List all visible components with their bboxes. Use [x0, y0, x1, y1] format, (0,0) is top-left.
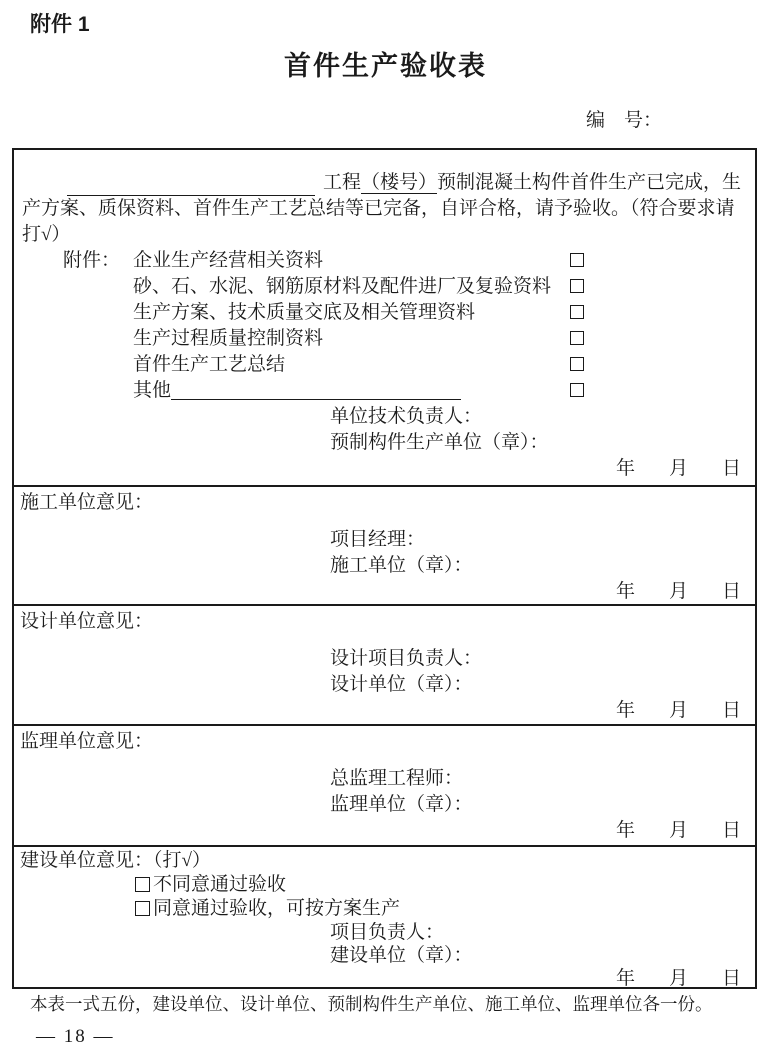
date-line [14, 967, 755, 987]
approve-checkbox[interactable] [135, 901, 150, 916]
owner-opinion-label: 建设单位意见：（打√） [20, 850, 211, 871]
design-leader-label: 设计项目负责人： [330, 648, 483, 669]
page-title: 首件生产验收表 [284, 51, 487, 81]
month-label: 月 [668, 820, 688, 841]
attachment-list [14, 248, 755, 404]
day-label: 日 [721, 458, 741, 479]
attachment-item-text: 生产过程质量控制资料 [133, 328, 324, 349]
day-label: 日 [721, 820, 741, 841]
producer-signature-block [330, 404, 755, 456]
project-manager-label: 项目经理： [330, 529, 426, 550]
chief-supervision-engineer-label: 总监理工程师： [330, 768, 464, 789]
section-construction-opinion [14, 485, 755, 604]
day-label: 日 [721, 968, 741, 987]
reject-checkbox[interactable] [135, 877, 150, 892]
attachment-item-text: 首件生产工艺总结 [133, 354, 286, 375]
owner-option-reject[interactable] [135, 873, 755, 897]
year-label: 年 [615, 458, 635, 479]
design-signature-block [330, 646, 755, 698]
date-line [14, 818, 755, 844]
declaration-line1-rest: 预制混凝土构件首件生产已完成，生 [437, 172, 742, 193]
owner-signature-block [330, 921, 755, 967]
attachment-row [14, 352, 755, 378]
section-producer-declaration [14, 150, 755, 485]
day-label: 日 [721, 700, 741, 721]
attachment-item-text: 企业生产经营相关资料 [133, 250, 324, 271]
attachment-item-text: 砂、石、水泥、钢筋原材料及配件进厂及复验资料 [133, 276, 552, 297]
section-owner-opinion [14, 845, 755, 987]
day-label: 日 [721, 581, 741, 602]
month-label: 月 [668, 458, 688, 479]
attachment-checkbox[interactable] [570, 305, 584, 319]
supervision-signature-block [330, 766, 755, 818]
attachment-row [14, 300, 755, 326]
construction-signature-block [330, 527, 755, 579]
attachment-item-text: 生产方案、技术质量交底及相关管理资料 [133, 302, 476, 323]
supervision-opinion-label: 监理单位意见： [20, 731, 154, 752]
project-label: 工程 [323, 172, 362, 193]
year-label: 年 [615, 700, 635, 721]
year-label: 年 [615, 968, 635, 987]
design-opinion-label: 设计单位意见： [20, 611, 154, 632]
date-line [14, 456, 755, 482]
year-label: 年 [615, 581, 635, 602]
form-table [12, 148, 757, 989]
section-supervision-opinion [14, 724, 755, 845]
declaration-line2: 产方案、质保资料、首件生产工艺总结等已完备，自评合格，请予验收。（符合要求请 [22, 198, 735, 219]
construction-opinion-label: 施工单位意见： [20, 492, 154, 513]
attachment-row [14, 378, 755, 404]
producer-unit-seal-label: 预制构件生产单位（章）： [330, 432, 549, 453]
design-unit-seal-label: 设计单位（章）： [330, 674, 473, 695]
attachment-note: 附件 1 [30, 13, 90, 36]
construction-unit-seal-label: 施工单位（章）： [330, 555, 473, 576]
section-design-opinion [14, 604, 755, 724]
owner-leader-label: 项目负责人： [330, 922, 445, 943]
year-label: 年 [615, 820, 635, 841]
serial-label: 编 号： [585, 110, 662, 131]
declaration-line1 [22, 170, 747, 196]
supervision-unit-seal-label: 监理单位（章）： [330, 794, 473, 815]
month-label: 月 [668, 700, 688, 721]
attachment-checkbox[interactable] [570, 279, 584, 293]
owner-option-text: 同意通过验收，可按方案生产 [153, 898, 401, 919]
other-attachment-blank[interactable] [171, 378, 461, 400]
project-name-blank[interactable] [67, 176, 315, 196]
attachment-row [14, 326, 755, 352]
declaration-paragraph [22, 170, 747, 248]
attachment-item-text: 其他 [133, 380, 172, 401]
attachments-label: 附件： [63, 250, 121, 271]
month-label: 月 [668, 968, 688, 987]
owner-option-text: 不同意通过验收 [153, 874, 287, 895]
attachment-checkbox[interactable] [570, 253, 584, 267]
attachment-row [14, 274, 755, 300]
owner-option-approve[interactable] [135, 897, 755, 921]
date-line [14, 698, 755, 724]
attachment-checkbox[interactable] [570, 331, 584, 345]
distribution-footnote: 本表一式五份，建设单位、设计单位、预制构件生产单位、施工单位、监理单位各一份。 [30, 994, 713, 1014]
owner-unit-seal-label: 建设单位（章）： [330, 945, 473, 966]
page-number: — 18 — [36, 1026, 115, 1047]
declaration-line3: 打√） [22, 224, 71, 245]
date-line [14, 579, 755, 604]
attachment-checkbox[interactable] [570, 383, 584, 397]
building-number-label: （楼号） [361, 172, 438, 193]
attachment-checkbox[interactable] [570, 357, 584, 371]
attachment-row [14, 248, 755, 274]
month-label: 月 [668, 581, 688, 602]
tech-leader-label: 单位技术负责人： [330, 406, 483, 427]
